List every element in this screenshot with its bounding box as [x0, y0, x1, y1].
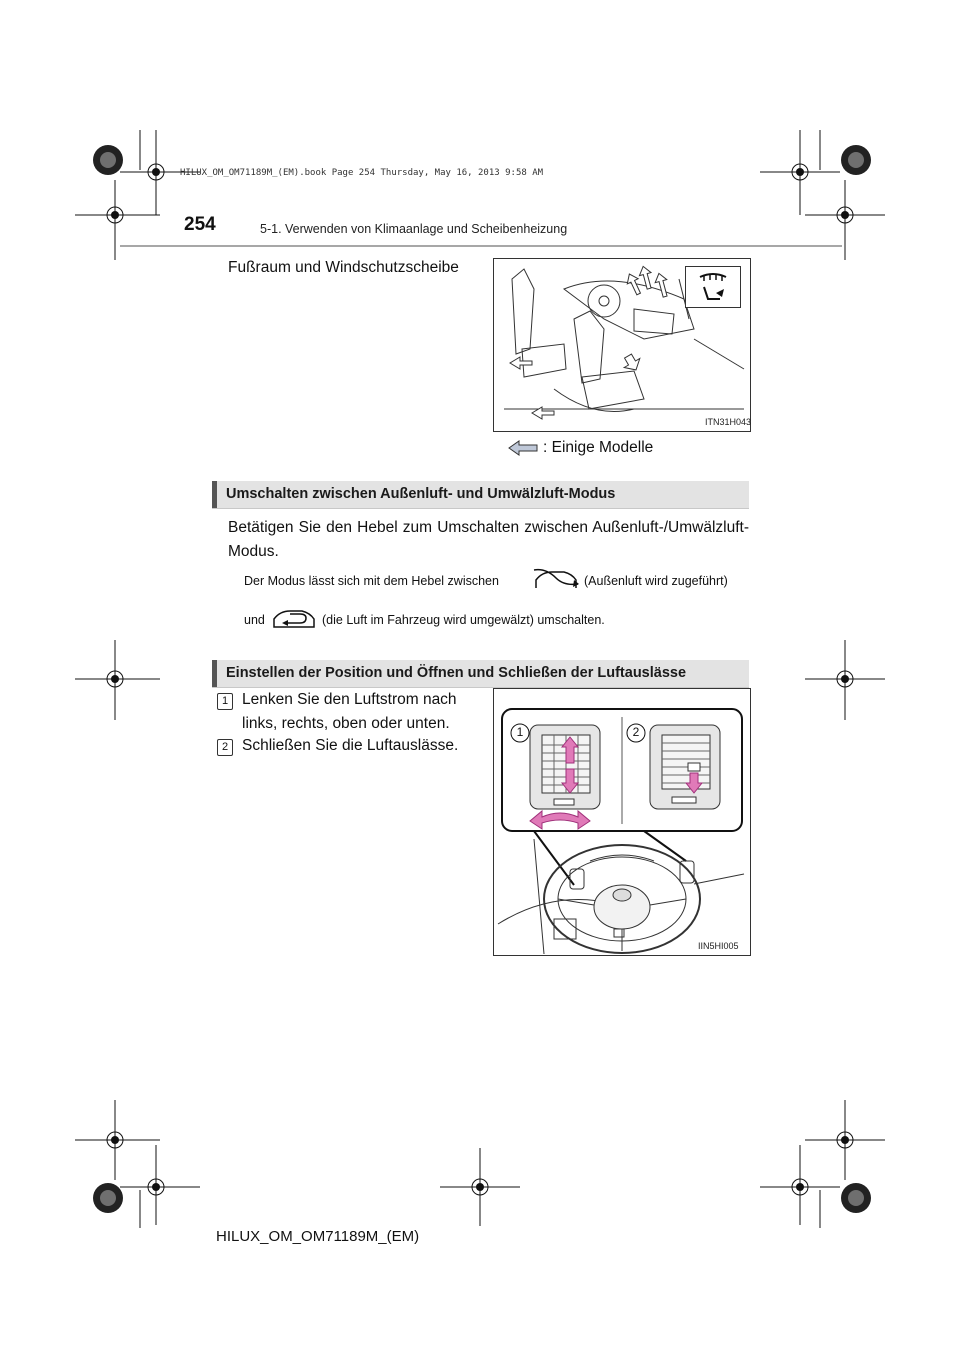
air-mode-instructions: Betätigen Sie den Hebel zum Umschalten zwischen Außenluft-/Umwälzluft-Modus. — [228, 519, 749, 560]
note-part4: (die Luft im Fahrzeug wird umgewälzt) umschalten. — [322, 613, 605, 627]
section-heading-air-mode — [212, 481, 749, 509]
registration-mark — [120, 1145, 200, 1225]
registration-mark — [75, 640, 160, 720]
defrost-footwell-icon — [685, 266, 741, 308]
registration-mark — [841, 1183, 871, 1213]
registration-mark — [440, 1148, 520, 1226]
vent-figure — [493, 688, 751, 956]
registration-mark — [75, 1100, 160, 1180]
heading-accent — [212, 481, 217, 508]
legend-text: : Einige Modelle — [543, 439, 654, 456]
section-title: 5-1. Verwenden von Klimaanlage und Scheibenheizung — [260, 222, 568, 236]
note-part2: (Außenluft wird zugeführt) — [584, 574, 728, 588]
heading-accent — [212, 660, 217, 687]
dashboard-vents-illustration — [494, 689, 750, 955]
page-number: 254 — [184, 214, 216, 235]
step-number: 2 — [217, 739, 233, 756]
callout-number: 2 — [632, 725, 640, 739]
header-rule — [120, 245, 842, 247]
note-part3: und — [244, 613, 265, 627]
heading-label: Umschalten zwischen Außenluft- und Umwälzluft-Modus — [226, 486, 616, 502]
registration-mark — [75, 180, 160, 260]
step-number: 1 — [217, 693, 233, 710]
heading-label: Einstellen der Position und Öffnen und Schließen der Luftauslässe — [226, 665, 687, 681]
arrow-legend-icon — [507, 440, 539, 461]
step-1-line1: Lenken Sie den Luftstrom nach — [242, 691, 457, 708]
mode-label: Fußraum und Windschutzscheibe — [228, 259, 459, 276]
recirculation-icon — [270, 605, 318, 636]
outside-air-icon — [532, 566, 580, 597]
print-header: HILUX_OM_OM71189M_(EM).book Page 254 Thursday, May 16, 2013 9:58 AM — [180, 168, 544, 178]
registration-mark — [805, 1100, 885, 1180]
registration-mark — [760, 1145, 840, 1225]
footer-doc-id: HILUX_OM_OM71189M_(EM) — [216, 1228, 420, 1245]
registration-mark — [841, 145, 871, 175]
registration-mark — [805, 640, 885, 720]
registration-mark — [93, 1183, 123, 1213]
callout-number: 1 — [516, 725, 524, 739]
figure-code: ITN31H043 — [705, 417, 752, 427]
registration-mark — [760, 130, 840, 215]
step-1-line2: links, rechts, oben oder unten. — [242, 715, 450, 732]
cabin-airflow-figure — [493, 258, 751, 432]
step-2-text: Schließen Sie die Luftauslässe. — [242, 737, 459, 754]
note-part1: Der Modus lässt sich mit dem Hebel zwischen — [244, 574, 499, 588]
figure-code: IIN5HI005 — [698, 941, 739, 951]
registration-mark — [93, 145, 123, 175]
section-heading-vents — [212, 660, 749, 688]
registration-mark — [805, 180, 885, 260]
